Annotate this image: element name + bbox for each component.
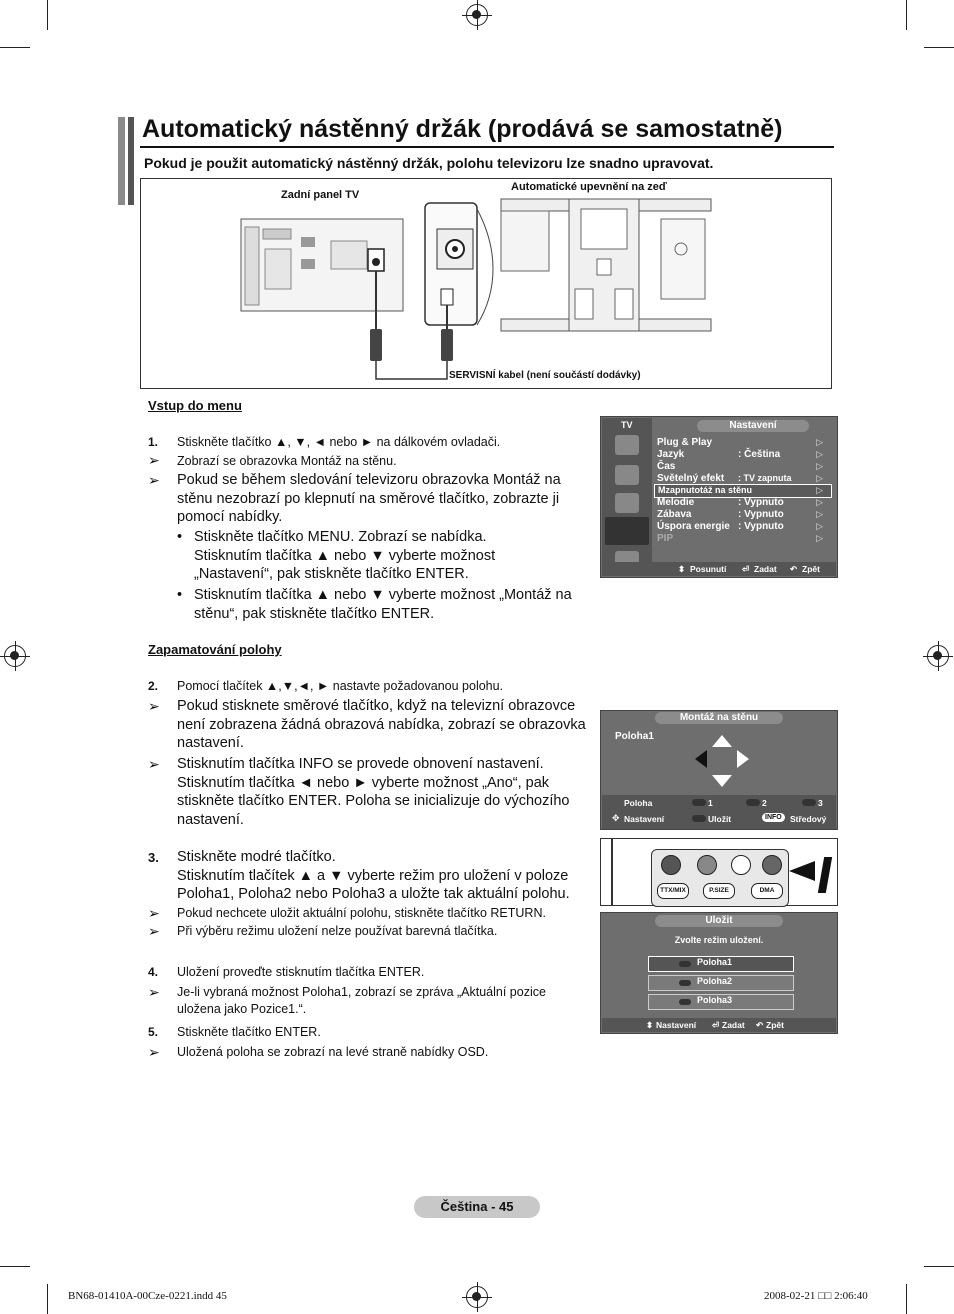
menu-item-selected[interactable]: Mzapnutotáž na stěnu [654, 484, 832, 498]
menu-item[interactable]: Světelný efekt : TV zapnuta [657, 473, 792, 484]
note-arrow-icon: ➢ [148, 923, 160, 939]
chevron-right-icon: ▷ [816, 533, 823, 543]
title-rule [140, 146, 834, 148]
cable-label: SERVISNÍ kabel (není součástí dodávky) [449, 370, 641, 381]
wall-mount-label: Automatické upevnění na zeď [511, 181, 667, 193]
chevron-right-icon: ▷ [816, 509, 823, 519]
crop-mark [0, 1266, 30, 1267]
crop-mark [924, 47, 954, 48]
note-arrow-icon: ➢ [148, 452, 160, 468]
enter-icon: ⏎ [742, 564, 750, 574]
red-button-icon [692, 799, 706, 806]
step-number: 2. [148, 679, 159, 693]
tv-wall-mount-illustration [141, 179, 831, 388]
title-accent-bar [128, 117, 134, 205]
ttx-mix-button[interactable]: TTX/MIX [657, 883, 689, 899]
crop-mark [906, 1284, 907, 1314]
menu-item[interactable]: PIP [657, 533, 674, 544]
note-arrow-icon: ➢ [148, 472, 160, 488]
dma-button[interactable]: DMA [751, 883, 783, 899]
bullet-text: Stiskněte tlačítko MENU. Zobrazí se nabídka. Stisknutím tlačítka ▲ nebo ▼ vyberte možnost „Nastavení“, pak stiskněte tlačítko ENTER. [194, 529, 496, 582]
crop-mark [924, 1266, 954, 1267]
menu-item[interactable]: Zábava : Vypnuto [657, 509, 784, 520]
osd-wall-mount [600, 710, 838, 830]
blue-button-icon [679, 961, 691, 967]
channel-icon [615, 493, 639, 513]
current-position-label: Poloha1 [615, 731, 654, 742]
save-option[interactable]: Poloha3 [648, 994, 794, 1010]
chevron-right-icon: ▷ [816, 497, 823, 507]
note-text: Při výběru režimu uložení nelze používat barevná tlačítka. [177, 924, 498, 938]
red-color-button[interactable] [661, 855, 681, 875]
chevron-right-icon: ▷ [816, 485, 823, 495]
osd-header: Uložit [655, 915, 783, 927]
footer-date: 2008-02-21 □□ 2:06:40 [764, 1290, 868, 1302]
registration-mark-icon [4, 645, 26, 667]
osd-footer: Poloha 1 2 3 ✥ Nastavení Uložit INFO Středový [602, 795, 836, 829]
osd-header: Montáž na stěnu [655, 712, 783, 724]
settings-gear-icon [605, 517, 649, 545]
blue-button-icon [679, 999, 691, 1005]
step-text: Pomocí tlačítek ▲,▼,◄, ► nastavte požadovanou polohu. [177, 679, 504, 693]
osd-tv-label: TV [621, 420, 633, 430]
bullet-text: Stisknutím tlačítka ▲ nebo ▼ vyberte možnost „Montáž na stěnu“, pak stiskněte tlačítko ENTER. [194, 587, 572, 622]
note-arrow-icon: ➢ [148, 984, 160, 1000]
registration-mark-icon [466, 4, 488, 26]
osd-header: Nastavení [697, 420, 809, 432]
menu-item[interactable]: Melodie : Vypnuto [657, 497, 784, 508]
note-arrow-icon: ➢ [148, 756, 160, 772]
connection-diagram [140, 178, 832, 389]
save-prompt: Zvolte režim uložení. [674, 935, 764, 945]
move-icon: ⬍ [646, 1020, 654, 1030]
crop-mark [0, 47, 30, 48]
return-icon: ↶ [790, 564, 798, 574]
step-text: Stiskněte tlačítko ENTER. [177, 1025, 321, 1039]
step-number: 1. [148, 435, 159, 449]
registration-mark-icon [927, 645, 949, 667]
blue-button-icon [679, 980, 691, 986]
chevron-right-icon: ▷ [816, 449, 823, 459]
move-icon: ✥ [612, 813, 620, 823]
step-text: Stiskněte modré tlačítko. Stisknutím tlačítek ▲ a ▼ vyberte režim pro uložení v poloze Poloha1, Poloha2 nebo Poloha3 a uložte tak aktuální polohu. [177, 849, 570, 902]
note-text: Zobrazí se obrazovka Montáž na stěnu. [177, 454, 397, 468]
osd-save [600, 912, 838, 1034]
save-option[interactable]: Poloha2 [648, 975, 794, 991]
arrow-down-icon[interactable] [712, 775, 732, 787]
p-size-button[interactable]: P.SIZE [703, 883, 735, 899]
menu-item[interactable]: Čas [657, 461, 676, 472]
menu-item[interactable]: Úspora energie : Vypnuto [657, 521, 784, 532]
note-text: Je-li vybraná možnost Poloha1, zobrazí se zpráva „Aktuální pozice uložena jako Pozice1.“. [177, 985, 546, 1016]
return-icon: ↶ [756, 1020, 764, 1030]
osd-setup-menu [600, 416, 838, 578]
note-arrow-icon: ➢ [148, 905, 160, 921]
step-number: 3. [148, 850, 159, 865]
arrow-up-icon[interactable] [712, 735, 732, 747]
chevron-right-icon: ▷ [816, 461, 823, 471]
note-text: Pokud stisknete směrové tlačítko, když na televizní obrazovce není zobrazena žádná obrazová nabídka, zobrazí se obrazovka nastavení. [177, 698, 586, 751]
menu-item[interactable]: Jazyk : Čeština [657, 449, 781, 460]
yellow-button-icon [802, 799, 816, 806]
note-text: Pokud nechcete uložit aktuální polohu, stiskněte tlačítko RETURN. [177, 906, 546, 920]
footer-file: BN68-01410A-00Cze-0221.indd 45 [68, 1290, 227, 1302]
pointer-arrow-icon [789, 861, 815, 881]
blue-button-icon [692, 815, 706, 822]
section-heading-save: Zapamatování polohy [148, 642, 282, 657]
section-heading-menu: Vstup do menu [148, 398, 242, 413]
step-number: 5. [148, 1025, 159, 1039]
arrow-right-icon[interactable] [737, 750, 749, 768]
back-panel-label: Zadní panel TV [281, 189, 360, 201]
yellow-color-button[interactable] [731, 855, 751, 875]
note-text: Uložená poloha se zobrazí na levé straně nabídky OSD. [177, 1045, 489, 1059]
crop-mark [47, 0, 48, 30]
page-title: Automatický nástěnný držák (prodává se samostatně) [142, 115, 783, 143]
page-subtitle: Pokud je použit automatický nástěnný držák, polohu televizoru lze snadno upravovat. [144, 155, 714, 171]
registration-mark-icon [466, 1286, 488, 1308]
info-badge: INFO [762, 813, 785, 822]
step-text: Stiskněte tlačítko ▲, ▼, ◄ nebo ► na dálkovém ovladači. [177, 435, 501, 449]
title-accent-bar [118, 117, 125, 205]
page-number: Čeština - 45 [414, 1196, 540, 1218]
bullet-icon: • [177, 587, 183, 603]
chevron-right-icon: ▷ [816, 521, 823, 531]
crop-mark [47, 1284, 48, 1314]
sound-icon [615, 465, 639, 485]
step-number: 4. [148, 965, 159, 979]
blue-color-button[interactable] [762, 855, 782, 875]
chevron-right-icon: ▷ [816, 473, 823, 483]
step-text: Uložení proveďte stisknutím tlačítka ENTER. [177, 965, 425, 979]
green-color-button[interactable] [697, 855, 717, 875]
move-icon: ⬍ [678, 564, 686, 574]
pointer-bar-icon [818, 857, 832, 893]
green-button-icon [746, 799, 760, 806]
osd-footer: ⬍ Posunutí ⏎ Zadat ↶ Zpět [602, 562, 836, 576]
arrow-left-icon[interactable] [695, 750, 707, 768]
enter-icon: ⏎ [712, 1020, 720, 1030]
bullet-icon: • [177, 529, 183, 545]
save-option-selected[interactable]: Poloha1 [648, 956, 794, 972]
note-text: Pokud se během sledování televizoru obrazovka Montáž na stěnu nezobrazí po klepnutí na směrové tlačítko, zobrazte ji pomocí nabídky. [177, 472, 561, 525]
remote-control-illustration [600, 838, 838, 906]
osd-footer: ⬍ Nastavení ⏎ Zadat ↶ Zpět [602, 1018, 836, 1032]
note-arrow-icon: ➢ [148, 1044, 160, 1060]
note-text: Stisknutím tlačítka INFO se provede obnovení nastavení. Stisknutím tlačítka ◄ nebo ► vyberte možnost „Ano“, pak stiskněte tlačítko ENTER. Poloha se inicializuje do výchozího nastavení. [177, 756, 570, 828]
crop-mark [906, 0, 907, 30]
chevron-right-icon: ▷ [816, 437, 823, 447]
note-arrow-icon: ➢ [148, 698, 160, 714]
picture-icon [615, 435, 639, 455]
menu-item[interactable]: Plug & Play [657, 437, 713, 448]
